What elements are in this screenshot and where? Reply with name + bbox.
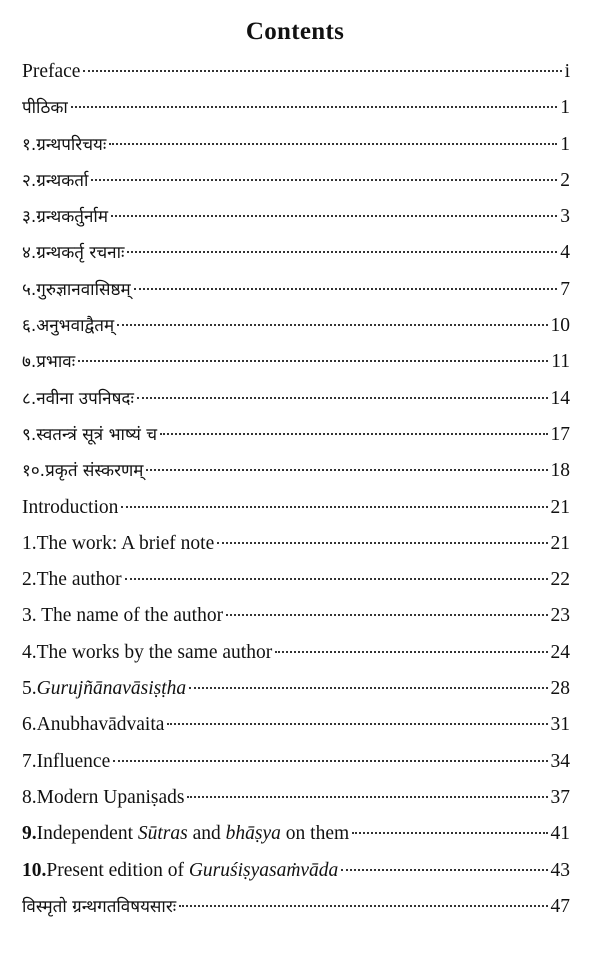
toc-entry xyxy=(22,167,570,203)
toc-entry-label-part: पीठिका xyxy=(22,98,68,119)
toc-entry-label-part: Preface xyxy=(22,61,81,82)
toc-entry-label-part: 9. xyxy=(22,823,37,845)
toc-entry-page-number: 47 xyxy=(550,895,570,917)
toc-entry-page-number: 17 xyxy=(550,423,570,445)
toc-entry-page-number: 28 xyxy=(550,678,570,700)
toc-entry-page-number: i xyxy=(564,61,570,82)
toc-entry-label-part: ६.अनुभवाद्वैतम् xyxy=(22,316,115,337)
toc-entry-label-part: 6.Anubhavādvaita xyxy=(22,714,165,736)
toc-entry-page-number: 4 xyxy=(560,242,570,264)
toc-entry-page-number: 22 xyxy=(550,569,570,591)
dot-leader xyxy=(187,796,547,798)
toc-entry-label-part: ३.ग्रन्थकर्तुर्नाम xyxy=(22,207,108,228)
toc-entry-page-number: 23 xyxy=(550,605,570,627)
toc-entry xyxy=(22,239,570,275)
dot-leader xyxy=(127,251,557,253)
toc-entry-label-part: 10. xyxy=(22,859,47,881)
table-of-contents xyxy=(22,58,570,929)
toc-entry-label xyxy=(22,276,131,304)
toc-entry-label-part: १.ग्रन्थपरिचयः xyxy=(22,134,107,155)
toc-entry-label-part: 8.Modern Upaniṣads xyxy=(22,786,185,808)
dot-leader xyxy=(109,143,557,145)
toc-entry-label xyxy=(22,784,184,812)
toc-entry-page-number: 2 xyxy=(560,169,570,191)
toc-entry-label xyxy=(22,530,214,558)
toc-entry-label xyxy=(22,602,223,630)
toc-entry-label-part: ७.प्रभावः xyxy=(22,352,76,373)
toc-entry-label xyxy=(22,58,80,86)
toc-entry-label-part: ५.गुरुज्ञानवासिष्ठम् xyxy=(22,279,131,300)
toc-entry-label xyxy=(22,566,122,594)
toc-entry-label xyxy=(22,893,176,921)
toc-entry xyxy=(22,385,570,421)
toc-entry-label-part: Guruśiṣyasaṁvāda xyxy=(188,859,339,881)
dot-leader xyxy=(179,905,547,907)
toc-entry-label xyxy=(22,675,186,703)
toc-entry-page-number: 21 xyxy=(550,532,570,554)
dot-leader xyxy=(121,506,547,508)
toc-entry-label xyxy=(22,203,108,231)
toc-entry xyxy=(22,711,570,747)
dot-leader xyxy=(91,179,557,181)
toc-entry-page-number: 1 xyxy=(560,133,570,155)
toc-entry xyxy=(22,421,570,457)
toc-entry-label xyxy=(22,639,272,667)
toc-entry-label xyxy=(22,94,68,122)
toc-entry-label-part: bhāṣya xyxy=(225,823,281,845)
toc-entry-label-part: 7.Influence xyxy=(22,750,111,772)
dot-leader xyxy=(125,578,548,580)
toc-entry-label-part: Present edition of xyxy=(46,859,189,881)
dot-leader xyxy=(137,397,548,399)
toc-entry-label xyxy=(22,385,134,413)
toc-entry-page-number: 41 xyxy=(550,823,570,845)
toc-entry-page-number: 24 xyxy=(550,641,570,663)
toc-entry-label xyxy=(22,494,118,522)
toc-entry-label xyxy=(22,820,349,848)
toc-entry-label-part: 4.The works by the same author xyxy=(22,641,273,663)
toc-entry-label-part: 1.The work: A brief note xyxy=(22,532,215,554)
toc-entry-label-part: Independent xyxy=(36,823,138,845)
dot-leader xyxy=(352,832,547,834)
toc-entry xyxy=(22,131,570,167)
toc-entry xyxy=(22,784,570,820)
toc-entry xyxy=(22,94,570,130)
toc-entry-label xyxy=(22,711,164,739)
dot-leader xyxy=(83,70,561,72)
dot-leader xyxy=(134,288,558,290)
toc-entry-label-part: ९.स्वतन्त्रं सूत्रं भाष्यं च xyxy=(22,424,158,445)
dot-leader xyxy=(146,469,547,471)
toc-entry xyxy=(22,748,570,784)
toc-entry-page-number: 7 xyxy=(560,278,570,300)
toc-entry xyxy=(22,602,570,638)
toc-entry xyxy=(22,312,570,348)
toc-entry-label-part: and xyxy=(187,823,226,845)
dot-leader xyxy=(217,542,547,544)
toc-entry-page-number: 10 xyxy=(550,315,570,337)
toc-entry-label xyxy=(22,348,75,376)
toc-entry-label xyxy=(22,748,110,776)
dot-leader xyxy=(111,215,557,217)
toc-entry-label xyxy=(22,857,338,885)
toc-entry xyxy=(22,566,570,602)
dot-leader xyxy=(167,723,547,725)
toc-entry xyxy=(22,639,570,675)
toc-entry xyxy=(22,857,570,893)
toc-entry-page-number: 18 xyxy=(550,460,570,482)
dot-leader xyxy=(113,760,547,762)
toc-entry-label-part: Sūtras xyxy=(137,823,188,845)
toc-entry-label-part: 3. The name of the author xyxy=(22,605,224,627)
dot-leader xyxy=(189,687,547,689)
toc-entry-label xyxy=(22,239,124,267)
toc-entry-page-number: 1 xyxy=(560,97,570,119)
dot-leader xyxy=(275,651,547,653)
dot-leader xyxy=(226,614,547,616)
toc-entry xyxy=(22,276,570,312)
toc-entry-label-part: 5. xyxy=(22,678,37,700)
toc-entry xyxy=(22,820,570,856)
toc-entry-page-number: 37 xyxy=(550,786,570,808)
toc-entry-page-number: 43 xyxy=(550,859,570,881)
toc-entry xyxy=(22,893,570,929)
dot-leader xyxy=(160,433,547,435)
toc-entry-label xyxy=(22,167,88,195)
toc-entry-label-part: ४.ग्रन्थकर्तृ रचनाः xyxy=(22,243,125,264)
toc-entry-label-part: विस्मृतो ग्रन्थगतविषयसारः xyxy=(22,896,177,917)
toc-entry-label xyxy=(22,312,114,340)
toc-entry-label-part: ८.नवीना उपनिषदः xyxy=(22,388,134,409)
toc-entry xyxy=(22,457,570,493)
toc-entry xyxy=(22,348,570,384)
dot-leader xyxy=(117,324,547,326)
toc-entry xyxy=(22,58,570,94)
toc-entry-label-part: 2.The author xyxy=(22,569,122,591)
toc-entry-label-part: Introduction xyxy=(22,496,119,518)
toc-entry xyxy=(22,494,570,530)
toc-entry-page-number: 3 xyxy=(560,206,570,228)
toc-entry xyxy=(22,530,570,566)
toc-entry xyxy=(22,675,570,711)
toc-entry-label-part: on them xyxy=(280,823,350,845)
toc-entry-page-number: 21 xyxy=(550,496,570,518)
toc-entry-page-number: 34 xyxy=(550,750,570,772)
toc-entry-label xyxy=(22,457,143,485)
dot-leader xyxy=(71,106,557,108)
toc-entry-label-part: २.ग्रन्थकर्ता xyxy=(22,170,89,191)
toc-entry xyxy=(22,203,570,239)
toc-entry-label xyxy=(22,131,106,159)
dot-leader xyxy=(78,360,548,362)
page-title: Contents xyxy=(245,18,345,45)
toc-entry-label xyxy=(22,421,157,449)
toc-entry-label-part: Gurujñānavāsiṣṭha xyxy=(36,678,187,700)
dot-leader xyxy=(341,869,547,871)
toc-entry-page-number: 14 xyxy=(550,387,570,409)
toc-entry-page-number: 11 xyxy=(551,351,570,373)
toc-entry-page-number: 31 xyxy=(550,714,570,736)
toc-entry-label-part: १०.प्रकृतं संस्करणम् xyxy=(22,461,144,482)
